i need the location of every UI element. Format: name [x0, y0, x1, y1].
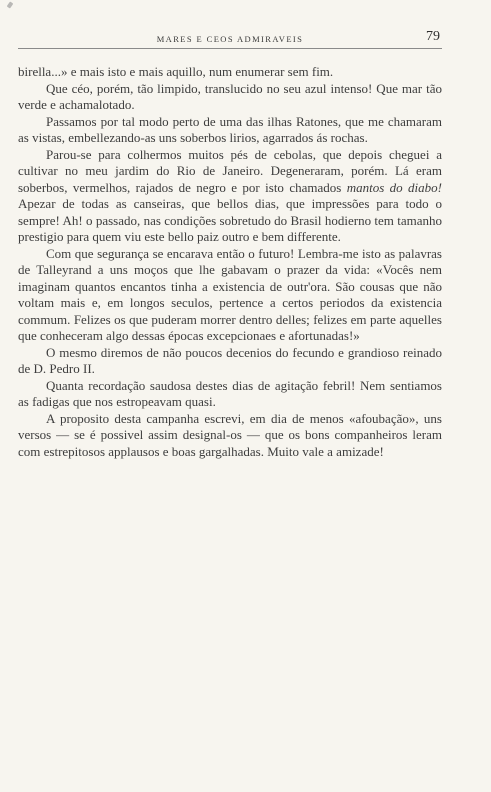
text-run: Que céo, porém, tão limpido, translucido no seu azul intenso! Que mar tão verde e achamalotado. — [18, 80, 442, 112]
text-run: O mesmo diremos de não poucos decenios do fecundo e grandioso reinado de D. Pedro II. — [18, 344, 442, 376]
italic-phrase: mantos do diabo! — [346, 179, 442, 195]
paragraph — [18, 147, 442, 246]
text-run: A proposito desta campanha escrevi, em dia de menos «afoubação», uns versos — se é possivel assim designal-os — que os bons companheiros leram com estrepitosos applausos e boas gargalhadas. Muito vale a amizade! — [18, 410, 442, 459]
text-run: Passamos por tal modo perto de uma das ilhas Ratones, que me chamaram as vistas, embellezando-as uns soberbos lirios, agarrados ás rochas. — [18, 113, 442, 145]
body-text — [18, 64, 442, 460]
running-title: MARES E CEOS ADMIRAVEIS — [156, 34, 304, 44]
text-run: Com que segurança se encarava então o futuro! Lembra-me isto as palavras de Talleyrand a uns moços que lhe gabavam o prazer da vida: «Vocês nem imaginam quantos encantos tinha a existencia de outr'ora. São cousas que não voltam mais e, em longos seculos, pertence a certos periodos da existencia commum. Felizes os que puderam morrer dentro delles; felizes em parte aquelles que conheceram algo dessas épocas excepcionaes e afortunadas!» — [18, 245, 442, 343]
text-run: Quanta recordação saudosa destes dias de agitação febril! Nem sentiamos as fadigas que nos estropeavam quasi. — [18, 377, 442, 409]
paragraph — [18, 345, 442, 378]
paragraph — [18, 378, 442, 411]
paragraph — [18, 411, 442, 461]
ink-speck — [7, 1, 14, 8]
paragraph — [18, 81, 442, 114]
running-header — [18, 28, 442, 49]
paragraph — [18, 246, 442, 345]
text-run: Apezar de todas as canseiras, que bellos dias, que impressões para todo o sempre! Ah! o passado, nas condições sobretudo do Brasil hodierno tem tamanho prestigio para quem viu este bello paiz outro e bem differente. — [18, 196, 442, 244]
text-run: Parou-se para colhermos muitos pés de cebolas, que depois cheguei a cultivar no meu jardim do Rio de Janeiro. Degeneraram, porém. Lá eram soberbos, vermelhos, rajados de negro e por isto chamados — [18, 146, 442, 195]
page-number: 79 — [426, 29, 440, 44]
paragraph — [18, 64, 442, 81]
text-run: birella...» e mais isto e mais aquillo, num enumerar sem fim. — [18, 64, 334, 79]
paragraph — [18, 114, 442, 147]
